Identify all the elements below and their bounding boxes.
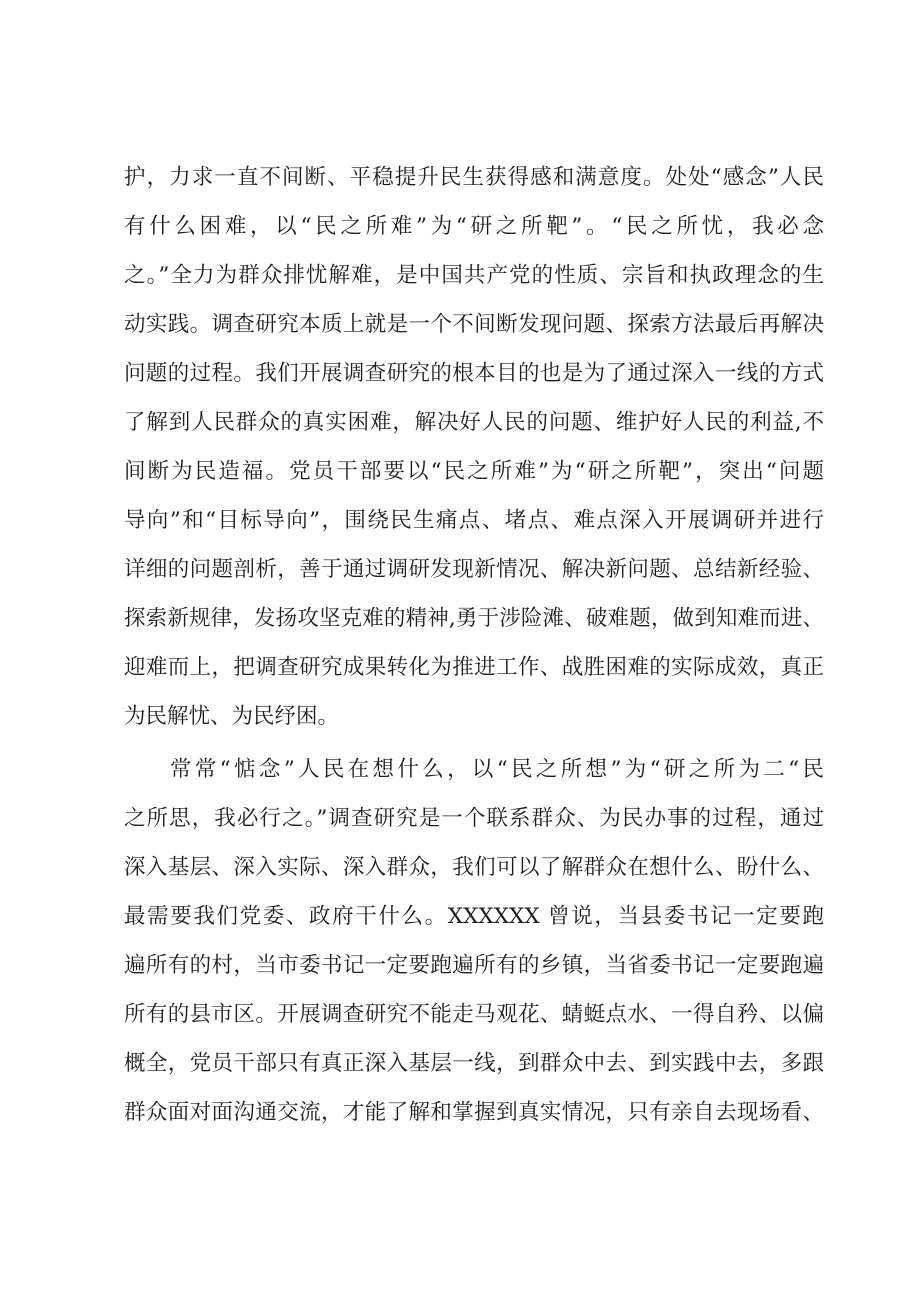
text-line: 详细的问题剖析，善于通过调研发现新情况、解决新问题、总结新经验、: [124, 557, 824, 582]
text-line: 常常“惦念”人民在想什么，以“民之所想”为“研之所为二“民: [170, 757, 824, 782]
text-line: 之。”全力为群众排忧解难，是中国共产党的性质、宗旨和执政理念的生: [124, 263, 824, 288]
text-line: 了解到人民群众的真实困难，解决好人民的问题、维护好人民的利益,不: [124, 410, 824, 435]
text-line: 深入基层、深入实际、深入群众，我们可以了解群众在想什么、盼什么、: [124, 855, 824, 880]
text-line: 最需要我们党委、政府干什么。XXXXXX 曾说，当县委书记一定要跑: [124, 904, 824, 929]
text-line: 概全，党员干部只有真正深入基层一线，到群众中去、到实践中去，多跟: [124, 1051, 824, 1076]
text-line: 导向”和“目标导向”，围绕民生痛点、堵点、难点深入开展调研并进行: [124, 508, 824, 533]
text-line: 间断为民造福。党员干部要以“民之所难”为“研之所靶”，突出“问题: [124, 459, 824, 484]
text-line: 为民解忧、为民纾困。: [124, 704, 340, 729]
text-line: 遍所有的村，当市委书记一定要跑遍所有的乡镇，当省委书记一定要跑遍: [124, 953, 824, 978]
text-line: 之所思，我必行之。”调查研究是一个联系群众、为民办事的过程，通过: [124, 806, 824, 831]
text-line: 所有的县市区。开展调查研究不能走马观花、蜻蜓点水、一得自矜、以偏: [124, 1002, 824, 1027]
text-line: 问题的过程。我们开展调查研究的根本目的也是为了通过深入一线的方式: [124, 361, 824, 386]
text-line: 动实践。调查研究本质上就是一个不间断发现问题、探索方法最后再解决: [124, 312, 824, 337]
text-line: 探索新规律，发扬攻坚克难的精神,勇于涉险滩、破难题，做到知难而进、: [124, 606, 824, 631]
text-line: 有什么困难，以“民之所难”为“研之所靶”。“民之所忧，我必念: [124, 214, 824, 239]
text-line: 群众面对面沟通交流，才能了解和掌握到真实情况，只有亲自去现场看、: [124, 1100, 824, 1125]
text-line: 护，力求一直不间断、平稳提升民生获得感和满意度。处处“感念”人民: [124, 165, 824, 190]
text-line: 迎难而上，把调查研究成果转化为推进工作、战胜困难的实际成效，真正: [124, 655, 824, 680]
